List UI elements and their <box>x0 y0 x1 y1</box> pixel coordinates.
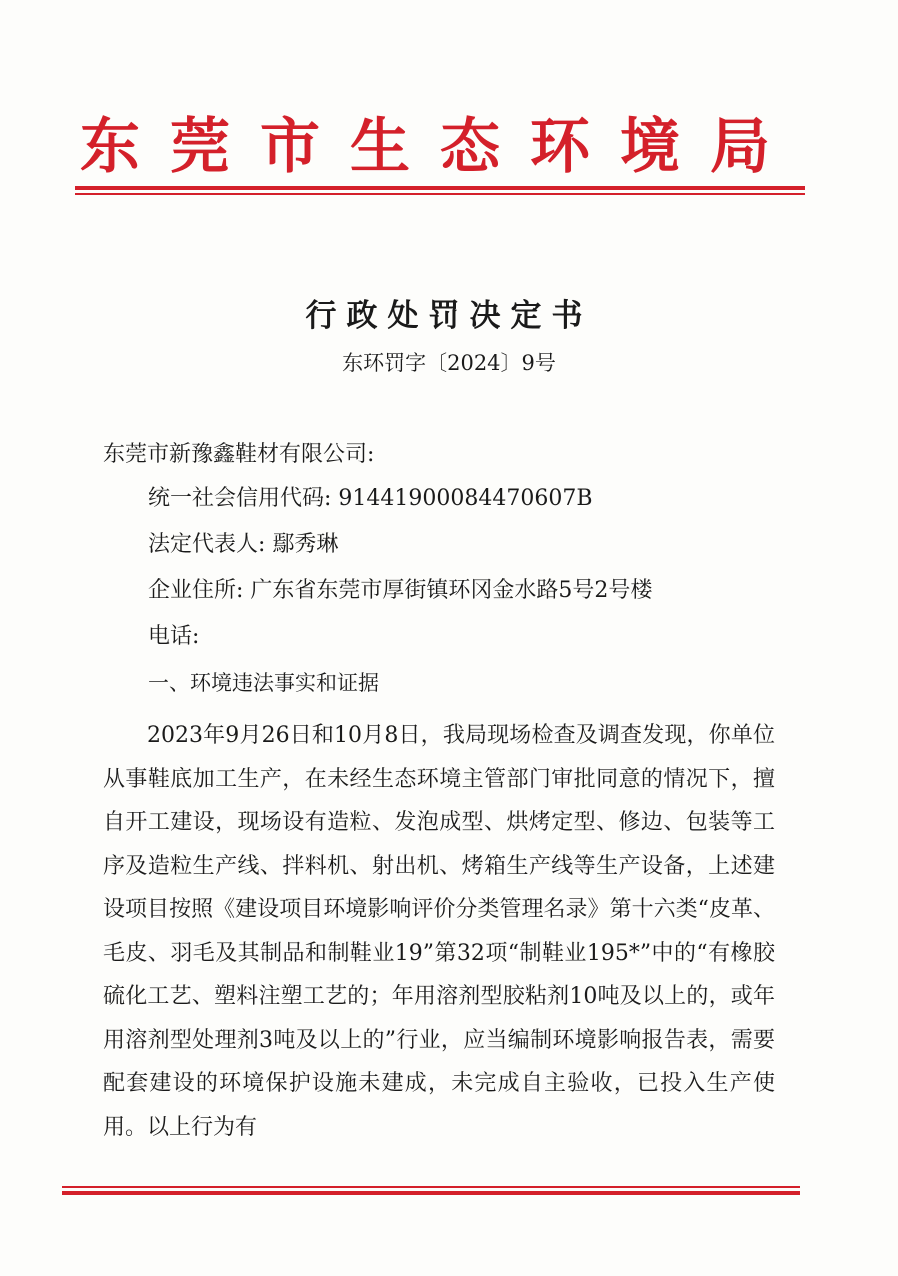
red-footer-rule <box>62 1186 800 1195</box>
document-title: 行政处罚决定书 <box>305 298 593 334</box>
section-heading: 一、环境违法事实和证据 <box>148 671 379 695</box>
issuing-authority-header: 东莞市生态环境局 <box>80 112 800 182</box>
phone: 电话: <box>148 624 200 649</box>
section-body-text: 2023年9月26日和10月8日，我局现场检查及调查发现，你单位从事鞋底加工生产，在未经生态环境主管部门审批同意的情况下，擅自开工建设，现场设有造粒、发泡成型、烘烤定型、修边、包装等工序及造粒生产线、拌料机、射出机、烤箱生产线等生产设备，上述建设项目按照《建设项目环境影响评价分类管理名录》第十六类“皮革、毛皮、羽毛及其制品和制鞋业19”第32项“制鞋业195*”中的“有橡胶硫化工艺、塑料注塑工艺的；年用溶剂型胶粘剂10吨及以上的，或年用溶剂型处理剂3吨及以上的”行业，应当编制环境影响报告表，需要配套建设的环境保护设施未建成，未完成自主验收，已投入生产使用。以上行为有 <box>103 723 775 1140</box>
recipient-company: 东莞市新豫鑫鞋材有限公司: <box>103 442 375 467</box>
legal-representative: 法定代表人: 鄢秀琳 <box>148 532 339 557</box>
red-header-rule <box>75 186 805 196</box>
credit-code: 统一社会信用代码: 91441900084470607B <box>148 486 593 511</box>
company-address: 企业住所: 广东省东莞市厚街镇环冈金水路5号2号楼 <box>148 578 653 603</box>
document-number: 东环罚字〔2024〕9号 <box>342 351 556 375</box>
